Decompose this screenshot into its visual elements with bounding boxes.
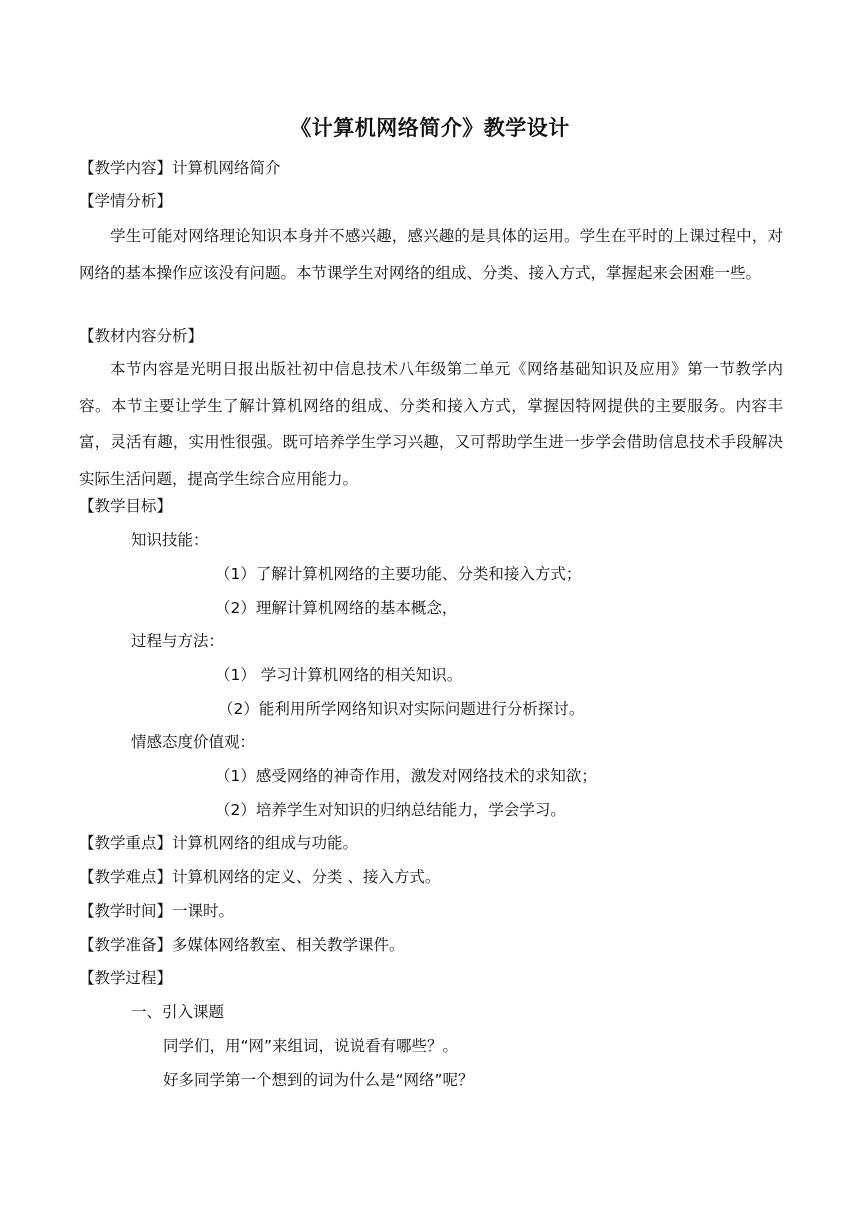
- analysis-heading: 【学情分析】: [79, 192, 173, 210]
- emotion-label: 情感态度价值观：: [131, 733, 256, 751]
- teaching-time: 【教学时间】一课时。: [79, 902, 235, 920]
- process-line-2: 好多同学第一个想到的词为什么是“网络”呢？: [163, 1071, 474, 1089]
- emotion-item-2: （2）培养学生对知识的归纳总结能力，学会学习。: [215, 801, 566, 819]
- knowledge-item-1: （1）了解计算机网络的主要功能、分类和接入方式；: [215, 565, 582, 583]
- difficulty: 【教学难点】计算机网络的定义、分类 、接入方式。: [79, 868, 441, 886]
- material-paragraph: 本节内容是光明日报出版社初中信息技术八年级第二单元《网络基础知识及应用》第一节教学内容。本节主要让学生了解计算机网络的组成、分类和接入方式，掌握因特网提供的主要服务。内容丰富，灵活有趣，实用性很强。既可培养学生学习兴趣，又可帮助学生进一步学会借助信息技术手段解决实际生活问题，提高学生综合应用能力。: [79, 360, 783, 488]
- process-method-label: 过程与方法：: [131, 632, 225, 650]
- goals-heading: 【教学目标】: [79, 497, 173, 515]
- process-method-item-1: （1） 学习计算机网络的相关知识。: [215, 666, 463, 684]
- document-title: 《计算机网络简介》教学设计: [290, 116, 570, 140]
- teaching-content: 【教学内容】计算机网络简介: [79, 159, 281, 177]
- key-point: 【教学重点】计算机网络的组成与功能。: [79, 834, 359, 852]
- process-heading: 【教学过程】: [79, 969, 173, 987]
- process-step-1: 一、引入课题: [131, 1003, 225, 1021]
- process-line-1: 同学们，用“网”来组词，说说看有哪些？。: [163, 1037, 459, 1055]
- knowledge-label: 知识技能：: [131, 531, 209, 549]
- emotion-item-1: （1）感受网络的神奇作用，激发对网络技术的求知欲；: [215, 767, 597, 785]
- teaching-preparation: 【教学准备】多媒体网络教室、相关教学课件。: [79, 936, 405, 954]
- analysis-paragraph: 学生可能对网络理论知识本身并不感兴趣，感兴趣的是具体的运用。学生在平时的上课过程中，对网络的基本操作应该没有问题。本节课学生对网络的组成、分类、接入方式，掌握起来会困难一些。: [79, 227, 783, 282]
- knowledge-item-2: （2）理解计算机网络的基本概念，: [215, 599, 458, 617]
- process-method-item-2: （2）能利用所学网络知识对实际问题进行分析探讨。: [218, 700, 585, 718]
- material-heading: 【教材内容分析】: [79, 327, 204, 345]
